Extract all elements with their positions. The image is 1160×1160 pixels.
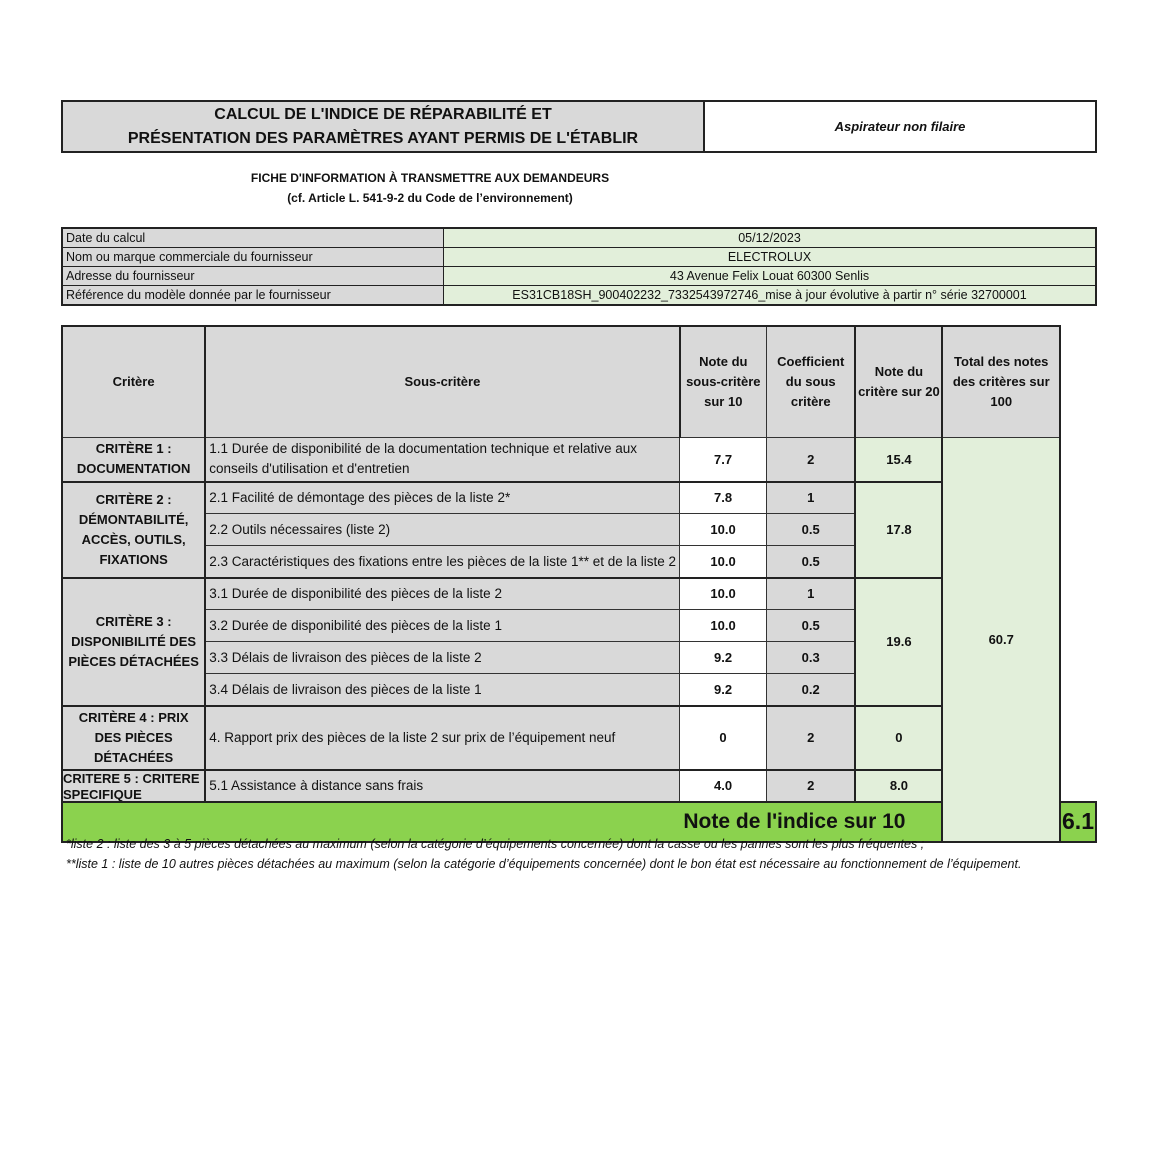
sub-criterion-coef: 0.5 — [767, 514, 856, 546]
info-value: 05/12/2023 — [444, 228, 1097, 248]
sub-criterion-label: 2.1 Facilité de démontage des pièces de la liste 2* — [205, 482, 679, 514]
col-header-note20: Note du critère sur 20 — [855, 326, 942, 438]
table-row — [62, 770, 1096, 802]
criterion-5-cell — [62, 770, 205, 802]
sub-criterion-coef: 2 — [767, 438, 856, 482]
info-value: ES31CB18SH_900402232_7332543972746_mise à jour évolutive à partir n° série 32700001 — [444, 286, 1097, 306]
sub-criterion-label: 3.3 Délais de livraison des pièces de la liste 2 — [205, 642, 679, 674]
col-header-sous-critere: Sous-critère — [205, 326, 679, 438]
sub-criterion-coef: 1 — [767, 482, 856, 514]
criterion-1-score: 15.4 — [855, 438, 942, 482]
title-line-2: PRÉSENTATION DES PARAMÈTRES AYANT PERMIS DE L'ÉTABLIR — [127, 129, 639, 147]
sub-criterion-coef: 0.5 — [767, 546, 856, 578]
info-row — [62, 248, 1096, 267]
sub-criterion-note: 10.0 — [680, 578, 767, 610]
page-title — [62, 101, 704, 152]
info-row — [62, 267, 1096, 286]
info-value: ELECTROLUX — [444, 248, 1097, 267]
sub-criterion-note: 7.7 — [680, 438, 767, 482]
header-table — [61, 100, 1097, 153]
sub-criterion-label: 3.4 Délais de livraison des pièces de la liste 1 — [205, 674, 679, 706]
sub-criterion-note: 7.8 — [680, 482, 767, 514]
sub-criterion-label: 4. Rapport prix des pièces de la liste 2 sur prix de l’équipement neuf — [205, 706, 679, 770]
footnote-liste-1: **liste 1 : liste de 10 autres pièces détachées au maximum (selon la catégorie d’équipements concernée) dont le bon état est nécessaire au fonctionnement de l’équipement. — [66, 857, 1022, 871]
info-label: Nom ou marque commerciale du fournisseur — [62, 248, 444, 267]
subheader-line-2: (cf. Article L. 541-9-2 du Code de l’environnement) — [287, 191, 573, 205]
criterion-5-score: 8.0 — [855, 770, 942, 802]
sub-criterion-coef: 2 — [767, 770, 856, 802]
sub-criterion-note: 10.0 — [680, 610, 767, 642]
footnote-liste-2: *liste 2 : liste des 3 à 5 pièces détachées au maximum (selon la catégorie d’équipements concernée) dont la casse ou les pannes sont les plus fréquentes ; — [66, 837, 925, 851]
col-header-coef: Coefficient du sous critère — [767, 326, 856, 438]
sub-criterion-coef: 0.2 — [767, 674, 856, 706]
sub-criterion-note: 10.0 — [680, 514, 767, 546]
info-label: Date du calcul — [62, 228, 444, 248]
criterion-2-score: 17.8 — [855, 482, 942, 578]
info-row — [62, 286, 1096, 306]
sub-criterion-label: 5.1 Assistance à distance sans frais — [205, 770, 679, 802]
table-row — [62, 578, 1096, 610]
info-label: Référence du modèle donnée par le fournisseur — [62, 286, 444, 306]
supplier-info-table — [61, 227, 1097, 306]
title-line-1: CALCUL DE L'INDICE DE RÉPARABILITÉ ET — [214, 105, 552, 123]
table-row — [62, 482, 1096, 514]
sub-criterion-coef: 2 — [767, 706, 856, 770]
subheader-line-1: FICHE D'INFORMATION À TRANSMETTRE AUX DEMANDEURS — [250, 171, 610, 185]
table-row — [62, 438, 1096, 482]
criterion-4-score: 0 — [855, 706, 942, 770]
sub-criterion-label: 2.3 Caractéristiques des fixations entre les pièces de la liste 1** et de la liste 2 — [205, 546, 679, 578]
table-row — [62, 706, 1096, 770]
criterion-2-name: CRITÈRE 2 : DÉMONTABILITÉ, ACCÈS, OUTILS, FIXATIONS — [62, 482, 205, 578]
col-header-note10: Note du sous-critère sur 10 — [680, 326, 767, 438]
col-header-total: Total des notes des critères sur 100 — [942, 326, 1060, 438]
criterion-3-name: CRITÈRE 3 : DISPONIBILITÉ DES PIÈCES DÉTACHÉES — [62, 578, 205, 706]
info-label: Adresse du fournisseur — [62, 267, 444, 286]
sub-criterion-note: 9.2 — [680, 642, 767, 674]
sub-criterion-note: 9.2 — [680, 674, 767, 706]
sub-criterion-label: 3.2 Durée de disponibilité des pièces de la liste 1 — [205, 610, 679, 642]
sub-criterion-label: 3.1 Durée de disponibilité des pièces de la liste 2 — [205, 578, 679, 610]
final-score-label: Note de l'indice sur 10 — [62, 802, 942, 842]
sub-criterion-note: 0 — [680, 706, 767, 770]
total-score-100: 60.7 — [942, 438, 1060, 842]
info-row — [62, 228, 1096, 248]
criterion-1-name: CRITÈRE 1 : DOCUMENTATION — [62, 438, 205, 482]
subheader — [170, 168, 690, 208]
final-score-value: 6.1 — [1060, 802, 1096, 842]
product-type: Aspirateur non filaire — [704, 101, 1096, 152]
sub-criterion-label: 2.2 Outils nécessaires (liste 2) — [205, 514, 679, 546]
sub-criterion-note: 10.0 — [680, 546, 767, 578]
criterion-4-name: CRITÈRE 4 : PRIX DES PIÈCES DÉTACHÉES — [62, 706, 205, 770]
sub-criterion-note: 4.0 — [680, 770, 767, 802]
table-header-row — [62, 326, 1096, 438]
info-value: 43 Avenue Felix Louat 60300 Senlis — [444, 267, 1097, 286]
sub-criterion-coef: 1 — [767, 578, 856, 610]
footnotes — [66, 834, 1066, 874]
sub-criterion-coef: 0.3 — [767, 642, 856, 674]
sub-criterion-coef: 0.5 — [767, 610, 856, 642]
col-header-critere: Critère — [62, 326, 205, 438]
sub-criterion-label: 1.1 Durée de disponibilité de la documentation technique et relative aux conseils d'utilisation et d'entretien — [205, 438, 679, 482]
criterion-5-name: CRITERE 5 : CRITERE SPECIFIQUE — [63, 770, 200, 801]
criterion-3-score: 19.6 — [855, 578, 942, 706]
criteria-table — [61, 325, 1097, 843]
